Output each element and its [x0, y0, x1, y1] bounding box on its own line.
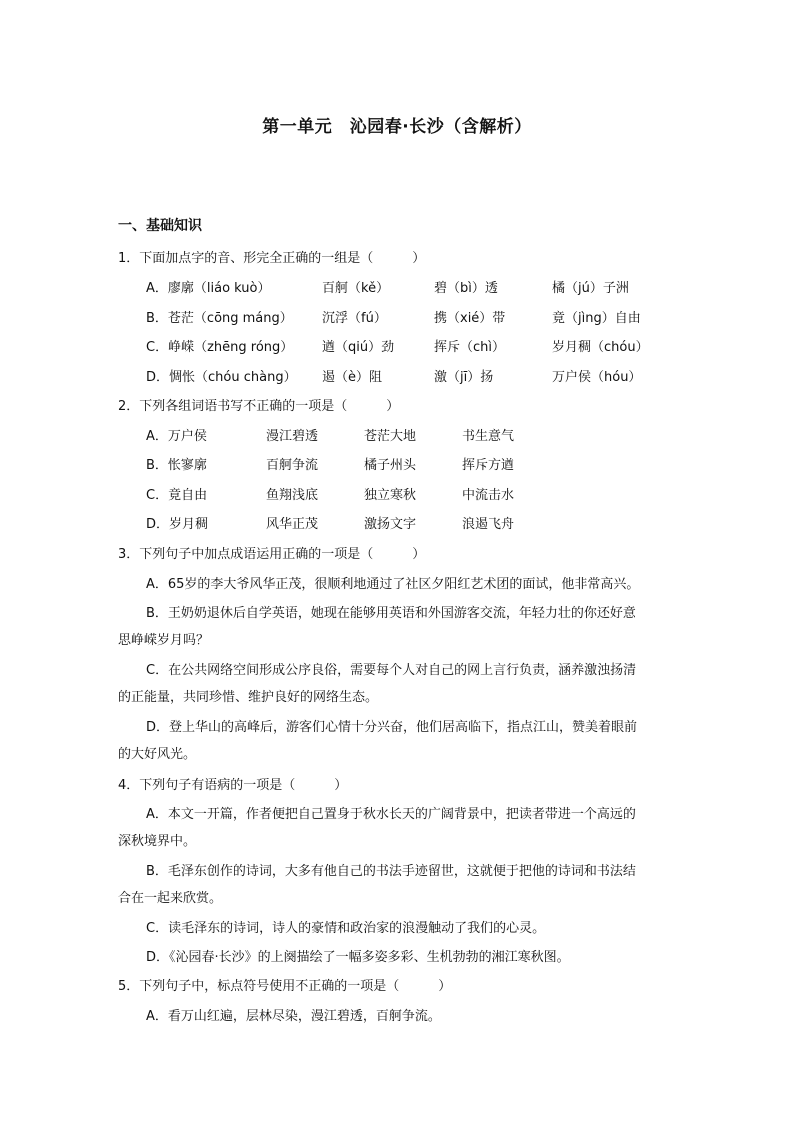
q3-option-d-line2: 的大好风光。 — [118, 747, 197, 762]
q2-option-b-2: 百舸争流 — [266, 458, 319, 473]
question-2-stem: 2．下列各组词语书写不正确的一项是（ ） — [118, 399, 400, 414]
q3-option-c-line2: 的正能量，共同珍惜、维护良好的网络生态。 — [118, 690, 379, 705]
question-4-stem: 4．下列句子有语病的一项是（ ） — [118, 778, 348, 793]
q2-option-d-2: 风华正茂 — [266, 517, 319, 532]
q4-option-c: C．读毛泽东的诗词，诗人的豪情和政治家的浪漫触动了我们的心灵。 — [146, 921, 546, 936]
q2-option-c-1: C．竟自由 — [146, 488, 208, 503]
page-title: 第一单元 沁园春·长沙（含解析） — [262, 117, 532, 137]
q1-option-d-1: D．惆怅（chóu chàng） — [146, 370, 297, 385]
q1-option-b-2: 沉浮（fú） — [322, 311, 387, 326]
q2-option-b-1: B．怅寥廓 — [146, 458, 207, 473]
q4-option-a-line2: 深秋境界中。 — [118, 834, 197, 849]
q4-option-b-line1: B．毛泽东创作的诗词，大多有他自己的书法手迹留世，这就便于把他的诗词和书法结 — [146, 864, 636, 879]
q1-option-b-4: 竟（jìng）自由 — [552, 311, 641, 326]
q2-option-c-4: 中流击水 — [462, 488, 515, 503]
q2-option-d-1: D．岁月稠 — [146, 517, 209, 532]
q3-option-b-line1: B．王奶奶退休后自学英语，她现在能够用英语和外国游客交流，年轻力壮的你还好意 — [146, 606, 636, 621]
q2-option-c-3: 独立寒秋 — [364, 488, 417, 503]
q1-option-c-1: C．峥嵘（zhēng róng） — [146, 340, 294, 355]
q2-option-b-4: 挥斥方遒 — [462, 458, 515, 473]
q2-option-d-4: 浪遏飞舟 — [462, 517, 515, 532]
q1-option-c-3: 挥斥（chì） — [434, 340, 505, 355]
q1-option-d-3: 激（jī）扬 — [434, 370, 494, 385]
q3-option-b-line2: 思峥嵘岁月吗？ — [118, 633, 210, 648]
q1-option-a-2: 百舸（kě） — [322, 281, 390, 296]
q5-option-a: A．看万山红遍，层林尽染，漫江碧透，百舸争流。 — [146, 1009, 441, 1024]
q1-option-b-3: 携（xié）带 — [434, 311, 506, 326]
q1-option-a-3: 碧（bì）透 — [434, 281, 498, 296]
q1-option-a-1: A．廖廓（liáo kuò） — [146, 281, 271, 296]
q1-option-c-4: 岁月稠（chóu） — [552, 340, 649, 355]
q1-option-d-2: 遏（è）阻 — [322, 370, 382, 385]
q3-option-a: A．65岁的李大爷风华正茂，很顺利地通过了社区夕阳红艺术团的面试，他非常高兴。 — [146, 577, 640, 592]
q1-option-c-2: 遒（qiú）劲 — [322, 340, 395, 355]
q2-option-b-3: 橘子州头 — [364, 458, 417, 473]
q3-option-d-line1: D．登上华山的高峰后，游客们心情十分兴奋，他们居高临下，指点江山，赞美着眼前 — [146, 720, 638, 735]
question-1-stem: 1．下面加点字的音、形完全正确的一组是（ ） — [118, 251, 426, 266]
q2-option-a-1: A．万户侯 — [146, 429, 207, 444]
q4-option-a-line1: A．本文一开篇，作者便把自己置身于秋水长天的广阔背景中，把读者带进一个高远的 — [146, 807, 636, 822]
q3-option-c-line1: C．在公共网络空间形成公序良俗，需要每个人对自己的网上言行负责，涵养激浊扬清 — [146, 663, 637, 678]
q2-option-a-3: 苍茫大地 — [364, 429, 417, 444]
question-3-stem: 3．下列句子中加点成语运用正确的一项是（ ） — [118, 547, 426, 562]
q4-option-d: D．《沁园春·长沙》的上阕描绘了一幅多姿多彩、生机勃勃的湘江寒秋图。 — [146, 950, 570, 965]
section-heading: 一、基础知识 — [118, 218, 202, 234]
q2-option-a-4: 书生意气 — [462, 429, 515, 444]
q1-option-d-4: 万户侯（hóu） — [552, 370, 642, 385]
q1-option-a-4: 橘（jú）子洲 — [552, 281, 629, 296]
question-5-stem: 5．下列句子中，标点符号使用不正确的一项是（ ） — [118, 979, 452, 994]
q4-option-b-line2: 合在一起来欣赏。 — [118, 891, 223, 906]
q2-option-d-3: 激扬文字 — [364, 517, 417, 532]
q1-option-b-1: B．苍茫（cōng máng） — [146, 311, 293, 326]
q2-option-a-2: 漫江碧透 — [266, 429, 319, 444]
q2-option-c-2: 鱼翔浅底 — [266, 488, 319, 503]
